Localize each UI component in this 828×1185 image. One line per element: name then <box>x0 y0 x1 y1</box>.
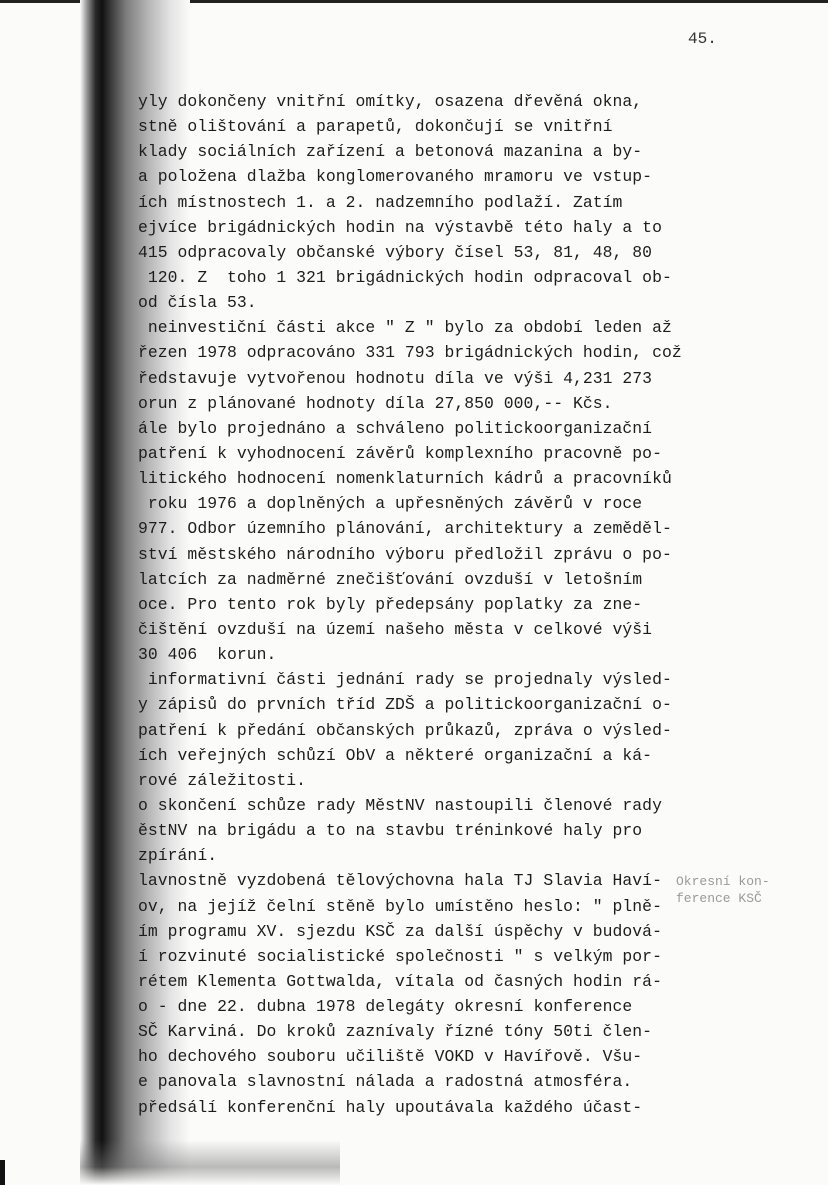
text-line: o - dne 22. dubna 1978 delegáty okresní konference <box>138 997 633 1017</box>
text-line: od čísla 53. <box>138 293 257 313</box>
text-line: lavnostně vyzdobená tělovýchovna hala TJ Slavia Haví- <box>138 871 662 891</box>
text-line: řezen 1978 odpracováno 331 793 brigádnických hodin, což <box>138 343 682 363</box>
text-line: a položena dlažba konglomerovaného mramoru ve vstup- <box>138 167 653 187</box>
paragraph <box>138 315 682 667</box>
text-line: ích veřejných schůzí ObV a některé organizační a ká- <box>138 745 653 765</box>
text-line: neinvestiční části akce " Z " bylo za období leden až <box>138 318 672 338</box>
paragraph <box>138 868 682 1119</box>
page-number: 45. <box>688 30 717 48</box>
page-corner-shadow <box>80 1140 340 1185</box>
text-line: ství městského národního výboru předložil zprávu o po- <box>138 544 672 564</box>
text-line: ředstavuje vytvořenou hodnotu díla ve výši 4,231 273 <box>138 368 653 388</box>
text-line: roku 1976 a doplněných a upřesněných závěrů v roce <box>138 494 643 514</box>
text-line: patření k předání občanských průkazů, zpráva o výsled- <box>138 720 672 740</box>
text-line: latcích za nadměrné znečišťování ovzduší v letošním <box>138 569 643 589</box>
text-line: 30 406 korun. <box>138 645 277 665</box>
text-line: 120. Z toho 1 321 brigádnických hodin odpracoval ob- <box>138 267 672 287</box>
text-line: ále bylo projednáno a schváleno politickoorganizační <box>138 418 653 438</box>
paragraph <box>138 667 682 868</box>
text-line: ích místnostech 1. a 2. nadzemního podlaží. Zatím <box>138 192 623 212</box>
text-line: ejvíce brigádnických hodin na výstavbě této haly a to <box>138 217 662 237</box>
text-line: patření k vyhodnocení závěrů komplexního pracovně po- <box>138 443 662 463</box>
text-line: rétem Klementa Gottwalda, vítala od časných hodin rá- <box>138 971 662 991</box>
text-line: informativní části jednání rady se projednaly výsled- <box>138 670 672 690</box>
text-line: klady sociálních zařízení a betonová mazanina a by- <box>138 142 643 162</box>
text-line: čištění ovzduší na území našeho města v celkové výši <box>138 619 653 639</box>
text-line: y zápisů do prvních tříd ZDŠ a politickoorganizační o- <box>138 695 672 715</box>
text-line: í rozvinuté socialistické společnosti " s velkým por- <box>138 946 662 966</box>
margin-note: Okresní kon- ference KSČ <box>676 874 770 906</box>
paragraph <box>138 89 682 315</box>
text-line: 977. Odbor územního plánování, architektury a zeměděl- <box>138 519 672 539</box>
text-line: SČ Karviná. Do kroků zaznívaly řízné tóny 50ti člen- <box>138 1022 653 1042</box>
text-line: yly dokončeny vnitřní omítky, osazena dřevěná okna, <box>138 92 643 111</box>
text-line: rové záležitosti. <box>138 770 307 790</box>
text-line: ov, na jejíž čelní stěně bylo umístěno heslo: " plně- <box>138 896 662 916</box>
text-line: litického hodnocení nomenklaturních kádrů a pracovníků <box>138 469 672 489</box>
text-line: ho dechového souboru učiliště VOKD v Havířově. Všu- <box>138 1047 643 1067</box>
document-body <box>138 89 682 1120</box>
text-line: e panovala slavnostní nálada a radostná atmosféra. <box>138 1072 633 1092</box>
text-line: oce. Pro tento rok byly předepsány poplatky za zne- <box>138 594 643 614</box>
text-line: zpírání. <box>138 846 218 866</box>
text-line: ím programu XV. sjezdu KSČ za další úspěchy v budová- <box>138 921 662 941</box>
text-line: orun z plánované hodnoty díla 27,850 000,-- Kčs. <box>138 393 613 413</box>
text-line: 415 odpracovaly občanské výbory čísel 53, 81, 48, 80 <box>138 242 653 262</box>
text-line: o skončení schůze rady MěstNV nastoupili členové rady <box>138 795 662 815</box>
text-line: stně olištování a parapetů, dokončují se vnitřní <box>138 117 613 137</box>
scan-left-edge <box>0 1160 5 1185</box>
text-line: předsálí konferenční haly upoutávala každého účast- <box>138 1097 643 1117</box>
text-line: ěstNV na brigádu a to na stavbu tréninkové haly pro <box>138 821 643 841</box>
